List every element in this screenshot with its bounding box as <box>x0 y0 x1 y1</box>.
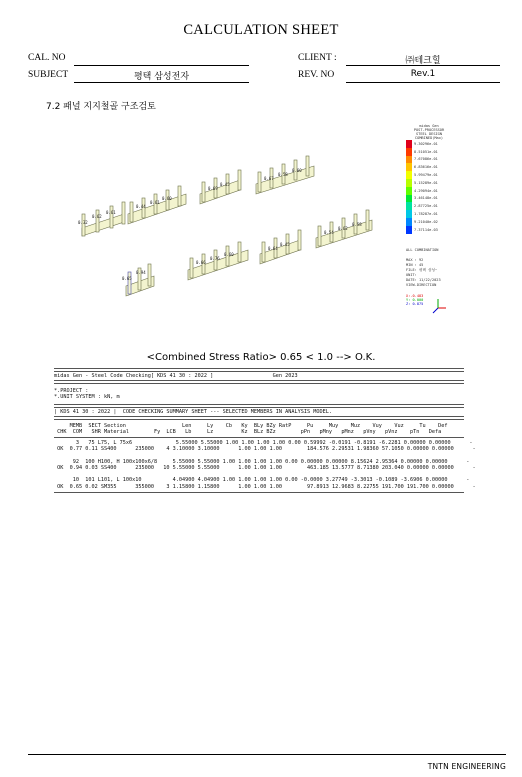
rev-value: Rev.1 <box>410 69 436 79</box>
structure-model-figure <box>52 118 456 344</box>
svg-text:0.44: 0.44 <box>136 204 146 209</box>
project-line: *.PROJECT : <box>54 388 89 395</box>
svg-text:0.32: 0.32 <box>78 220 88 225</box>
legend-swatch <box>406 148 412 156</box>
legend-header-line: POST-PROCESSOR <box>413 128 445 132</box>
legend-swatch <box>406 210 412 218</box>
legend-row <box>406 163 452 171</box>
axis-readout: Y: 0.000 <box>406 297 424 302</box>
member-group-7 <box>260 230 301 264</box>
svg-text:0.94: 0.94 <box>136 270 146 275</box>
legend-value: 7.37114e-03 <box>414 227 438 232</box>
cal-no-line <box>74 65 249 66</box>
svg-text:0.54: 0.54 <box>324 230 334 235</box>
double-rule <box>54 368 464 372</box>
legend-value: 9.21040e-02 <box>414 219 438 224</box>
axis-readout: X:-0.483 <box>406 293 424 298</box>
subject-line <box>74 82 249 83</box>
client-label: CLIENT : <box>298 53 337 63</box>
legend-row <box>406 195 452 203</box>
legend-info-line: MAX : 92 <box>406 257 424 262</box>
result-row: 10 101 L101, L 100x10 4.04900 4.04900 1.00 1.00 1.00 1.00 0.00 -0.0000 3.27749 -3.3013 -0.1089 -3.6906 0.00000 - <box>54 477 470 484</box>
legend-value: 7.67086e-01 <box>414 157 438 162</box>
svg-text:0.58: 0.58 <box>278 172 288 177</box>
legend-row <box>406 187 452 195</box>
legend-row <box>406 202 452 210</box>
legend-info-line: UNIT: <box>406 272 417 277</box>
svg-text:0.76: 0.76 <box>210 256 220 261</box>
svg-text:0.67: 0.67 <box>264 176 274 181</box>
subject-value: 평택 삼성전자 <box>133 72 190 82</box>
company-footer: TNTN ENGINEERING <box>427 762 506 771</box>
single-rule <box>54 492 464 493</box>
legend-info-line: DATE: 11/22/2023 <box>406 277 441 282</box>
member-group-2 <box>128 186 186 224</box>
member-group-3 <box>200 170 241 204</box>
stress-legend <box>406 124 452 324</box>
single-rule <box>54 437 464 438</box>
legend-value: 5.99479e-01 <box>414 173 438 178</box>
legend-swatch <box>406 179 412 187</box>
code-check-output <box>54 367 476 495</box>
legend-row <box>406 210 452 218</box>
code-banner: midas Gen - Steel Code Checking[ KDS 41 30 : 2022 ] Gen 2023 <box>54 373 298 379</box>
axis-icon <box>428 296 448 316</box>
legend-row <box>406 226 452 234</box>
svg-text:0.45: 0.45 <box>220 182 230 187</box>
unit-system-line: *.UNIT SYSTEM : kN, m <box>54 394 120 401</box>
stress-ratio-caption: <Combined Stress Ratio> 0.65 < 1.0 --> O.K. <box>146 352 376 363</box>
summary-title: | KDS 41 30 : 2022 | CODE CHECKING SUMMARY SHEET --- SELECTED MEMBERS IN ANALYSIS MODEL. <box>54 408 332 415</box>
legend-row <box>406 156 452 164</box>
legend-value: 5.15289e-01 <box>414 180 438 185</box>
svg-text:0.64: 0.64 <box>268 246 278 251</box>
legend-row <box>406 171 452 179</box>
svg-text:0.66: 0.66 <box>196 260 206 265</box>
legend-row <box>406 148 452 156</box>
legend-value: 1.78287e-01 <box>414 212 438 217</box>
legend-swatch <box>406 163 412 171</box>
legend-swatch <box>406 195 412 203</box>
legend-header-line: STEEL DESIGN <box>416 132 442 136</box>
member-group-5 <box>122 264 154 296</box>
legend-row <box>406 218 452 226</box>
legend-row <box>406 140 452 148</box>
cal-no-label: CAL. NO <box>28 53 66 63</box>
legend-header-line: midas Gen <box>419 124 439 128</box>
member-group-1 <box>78 202 125 236</box>
axis-triad <box>406 294 452 324</box>
rev-line <box>346 82 500 83</box>
rev-label: REV. NO <box>298 70 335 80</box>
double-rule <box>54 380 464 384</box>
svg-text:0.62: 0.62 <box>92 214 102 219</box>
member-group-6 <box>188 242 248 280</box>
legend-value: 6.83616e-01 <box>414 165 438 170</box>
result-row: OK 0.77 0.11 SS400 235000 4 3.10000 3.10000 1.00 1.00 1.00 184.576 2.29531 1.98360 57.1050 0.00000 0.00000 - <box>54 446 476 453</box>
legend-row <box>406 179 452 187</box>
svg-text:0.61: 0.61 <box>106 210 116 215</box>
svg-text:0.61: 0.61 <box>150 200 160 205</box>
svg-text:0.60: 0.60 <box>224 252 234 257</box>
legend-swatch <box>406 156 412 164</box>
subject-label: SUBJECT <box>28 70 69 80</box>
member-group-8 <box>316 210 372 248</box>
svg-text:0.62: 0.62 <box>338 226 348 231</box>
svg-text:0.60: 0.60 <box>292 168 302 173</box>
legend-value: 2.87725e-01 <box>414 204 438 209</box>
legend-value: 8.51051e-01 <box>414 149 438 154</box>
svg-text:0.60: 0.60 <box>162 196 172 201</box>
legend-info-line: ALL COMBINATION <box>406 247 439 252</box>
table-header: CHK COM SHR Material Fy LCB Lb Lz Kz BLz BZz pPn pMny pMnz pVny pVnz pTn Defa <box>54 429 442 436</box>
legend-swatch <box>406 202 412 210</box>
legend-swatch <box>406 187 412 195</box>
svg-text:0.45: 0.45 <box>280 242 290 247</box>
member-group-4 <box>256 156 314 194</box>
legend-swatch <box>406 171 412 179</box>
result-row: OK 0.94 0.03 SS400 235000 10 5.55000 5.55000 1.00 1.00 1.00 463.185 13.5777 8.71380 203.040 0.00000 0.00000 - <box>54 465 476 472</box>
result-row: OK 0.65 0.02 SM355 355000 3 1.15800 1.15800 1.00 1.00 1.00 97.8913 12.9683 8.22755 191.700 191.700 0.00000 - <box>54 483 476 490</box>
result-row: 92 100 H100, H 100x100x6/8 5.55000 5.55000 1.00 1.00 1.00 1.00 0.00 0.00000 0.00000 8.15624 2.95364 0.00000 0.00000 - <box>54 458 470 465</box>
legend-info-line: FILE: 평택 삼성~ <box>406 267 438 272</box>
double-rule <box>54 404 464 408</box>
section-title: 7.2 패널 지지철골 구조검토 <box>46 102 156 112</box>
result-row: 3 75 L75, L 75x6 5.55000 5.55000 1.00 1.00 1.00 1.00 0.00 0.59992 -0.0191 -0.8191 -6.2281 0.00000 0.00000 - <box>54 440 473 447</box>
svg-text:0.65: 0.65 <box>122 276 132 281</box>
legend-swatch <box>406 226 412 234</box>
client-value: ㈜테크힐 <box>405 56 441 66</box>
legend-swatch <box>406 140 412 148</box>
legend-header-line: COMBINED(Max) <box>414 136 444 140</box>
double-rule <box>54 416 464 420</box>
legend-info-line: VIEW-DIRECTION <box>406 282 437 287</box>
legend-value: 9.30296e-01 <box>414 141 438 146</box>
sheet-title: CALCULATION SHEET <box>183 22 339 38</box>
svg-text:0.58: 0.58 <box>352 222 362 227</box>
legend-swatch <box>406 218 412 226</box>
result-rows <box>54 440 476 490</box>
footer-rule <box>28 754 506 755</box>
table-header: MEMB SECT Section Len Ly Cb Ky BLy BZy RatP Pu Muy Muz Vuy Vuz Tu Def <box>54 422 448 429</box>
legend-info-line: MIN : 45 <box>406 262 424 267</box>
axis-readout: Z: 0.875 <box>406 301 424 306</box>
legend-value: 4.29094e-01 <box>414 188 438 193</box>
legend-value: 3.46148e-01 <box>414 196 438 201</box>
svg-text:0.69: 0.69 <box>208 186 218 191</box>
